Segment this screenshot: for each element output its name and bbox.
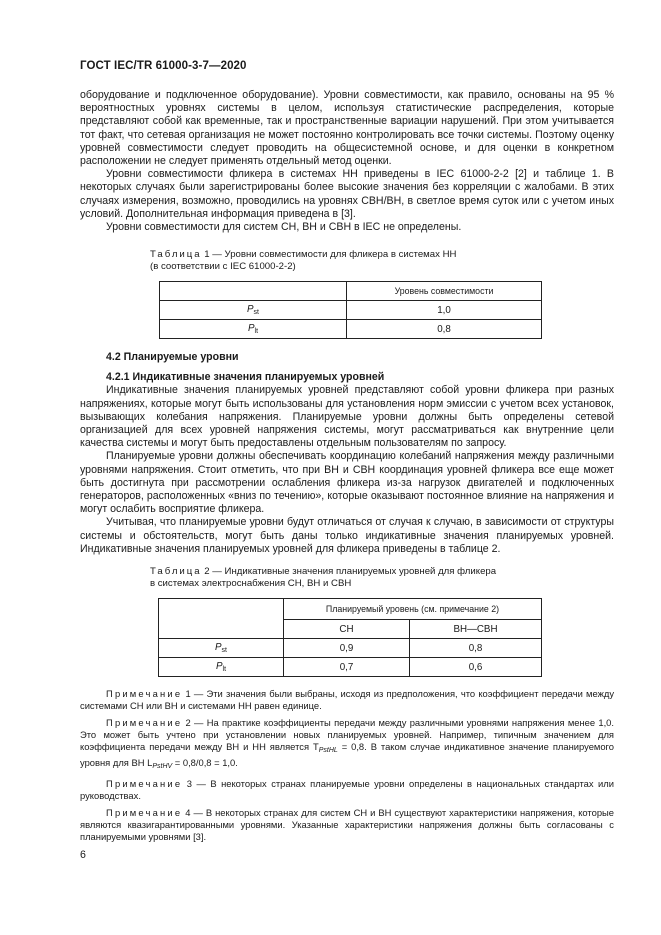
table1-value-pst: 1,0 (347, 301, 542, 320)
table2-caption-title: 2 — Индикативные значения планируемых уровней для фликера (204, 566, 497, 577)
table1-symbol-pst: $P_{st}$ (160, 301, 347, 320)
table2-empty-header (159, 599, 284, 639)
subsection-heading: 4.2.1 Индикативные значения планируемых уровней (106, 371, 385, 384)
table2-col-mv: СН (284, 620, 410, 639)
table2-caption-subtitle: в системах электроснабжения СН, ВН и СВН (150, 577, 352, 589)
table2-symbol-plt: $P_{lt}$ (159, 658, 284, 677)
table2-plt-hv: 0,6 (410, 658, 542, 677)
table-row (159, 658, 542, 677)
table-row (160, 320, 542, 339)
table2-col-hv-ehv: ВН—СВН (410, 620, 542, 639)
intro-paragraph-1: оборудование и подключенное оборудование). Уровни совместимости, как правило, основаны на 95 % вероятностных уровнях системы в целом, используя статистические распределения, которые представляют собой как временные, так и пространственные вариации нарушений. При этом учитывается тот факт, что сетевая организация не может постоянно контролировать все точки системы. Поэтому оценку уровней совместимости следует проводить на общесистемной основе, и для оценки в конкретном расположении не следует применять отдельный метод оценки. (80, 89, 614, 168)
table1-empty-header (160, 282, 347, 301)
page-number: 6 (80, 849, 86, 861)
table2-pst-mv: 0,9 (284, 639, 410, 658)
note-3: Примечание 3 — В некоторых странах планируемые уровни определены в национальных стандартах или руководствах. (80, 778, 615, 801)
table-row (159, 639, 542, 658)
table1-value-plt: 0,8 (347, 320, 542, 339)
table1-caption-title: 1 — Уровни совместимости для фликера в системах НН (204, 249, 457, 260)
note-1: Примечание 1 — Эти значения были выбраны, исходя из предположения, что коэффициент передачи между системами СН или ВН и системами НН равен единице. (80, 688, 615, 711)
note-2: Примечание 2 — На практике коэффициенты передачи между различными уровнями напряжения менее 1,0. Это может быть учтено при установлении новых планируемых уровней. Например, типичным значением для коэффициента передачи между ВН и НН является $T_{PstHL} = 0,8$. В таком случае индикативное значение планируемого уровня для ВН $L_{PstHV} = 0,8/0,8 = 1,0$. (80, 717, 614, 770)
table-row (160, 301, 542, 320)
table1-label: Таблица (150, 249, 202, 260)
section-paragraph-1: Индикативные значения планируемых уровней представляют собой уровни фликера при разных напряжениях, которые могут быть использованы для установления норм эмиссии с учетом всех установок, вызывающих колебания напряжения. Планируемые уровни должны быть определены сетевой организацией для всех уровней напряжения системы, могут рассматриваться как внутренние цели качества системы и могут быть предоставлены отдельным пользователям по запросу. (80, 384, 614, 450)
table1-caption (150, 249, 456, 272)
section-paragraph-2: Планируемые уровни должны обеспечивать координацию колебаний напряжения между различными уровнями напряжения. Стоит отметить, что при ВН и СВН координация уровней фликера все еще может быть достигнута при рассмотрении ослабления фликера из-за нагрузок двигателей и подключенных генераторов, расположенных «вниз по течению», которые оказывают постоянное влияние на напряжения и могут ослабить восприятие фликера. (80, 450, 614, 516)
table2-symbol-pst: $P_{st}$ (159, 639, 284, 658)
table2 (158, 598, 542, 677)
table-row (160, 282, 542, 301)
table1-header: Уровень совместимости (347, 282, 542, 301)
section-4-2 (80, 351, 614, 556)
notes-block (80, 688, 614, 843)
document-header: ГОСТ IEC/TR 61000-3-7—2020 (80, 60, 247, 72)
table-row (159, 599, 542, 620)
section-paragraph-3: Учитывая, что планируемые уровни будут отличаться от случая к случаю, в зависимости от структуры системы и обстоятельств, могут быть даны только индикативные значения планируемых уровней. Индикативные значения планируемых уровней для фликера приведены в таблице 2. (80, 516, 614, 555)
table2-plt-mv: 0,7 (284, 658, 410, 677)
note-4: Примечание 4 — В некоторых странах для систем СН и ВН существуют характеристики напряжения, которые являются квазигарантированными уровнями. Указанные характеристики напряжения должны быть согласованы с планируемыми уровнями [3]. (80, 807, 615, 842)
table2-caption (150, 566, 496, 589)
intro-block (80, 89, 614, 234)
table2-pst-hv: 0,8 (410, 639, 542, 658)
intro-paragraph-3: Уровни совместимости для систем СН, ВН и СВН в IEC не определены. (106, 221, 462, 234)
intro-paragraph-2: Уровни совместимости фликера в системах НН приведены в IEC 61000-2-2 [2] и таблице 1. В некоторых случаях были зарегистрированы более высокие значения без корреляции с жалобами. В этих случаях измерения, возможно, проводились на уровнях СВН/ВН, в светлое время суток или с учетом иных условий. Дополнительная информация приведена в [3]. (80, 168, 614, 220)
table1-caption-subtitle: (в соответствии с IEC 61000-2-2) (150, 260, 296, 272)
table2-header: Планируемый уровень (см. примечание 2) (284, 599, 542, 620)
table1 (159, 281, 542, 339)
section-heading: 4.2 Планируемые уровни (106, 351, 239, 363)
table1-symbol-plt: $P_{lt}$ (160, 320, 347, 339)
table2-label: Таблица (150, 566, 202, 577)
